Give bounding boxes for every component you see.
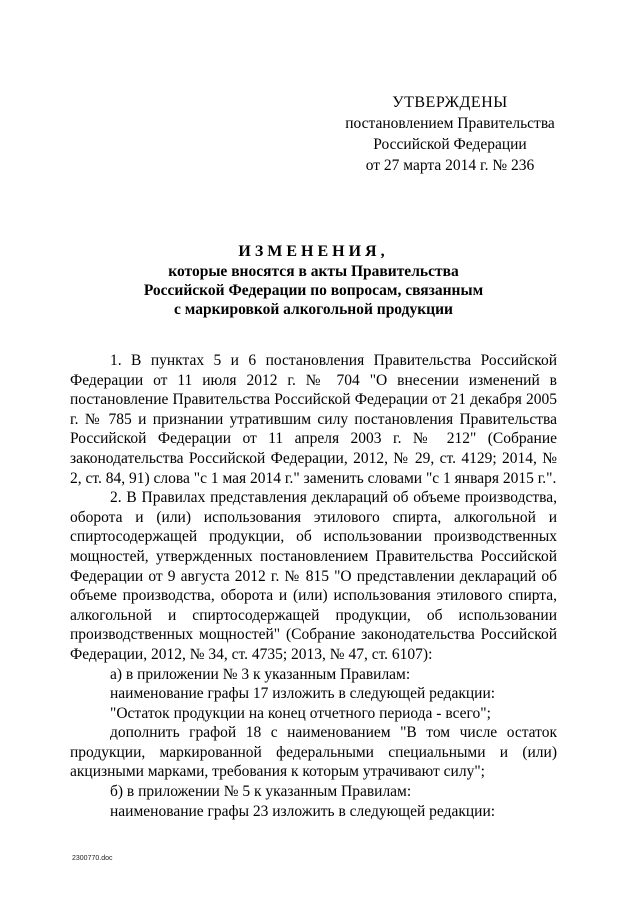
document-title: ИЗМЕНЕНИЯ, [238,243,389,260]
paragraph-subitem-a: а) в приложении № 3 к указанным Правилам: [110,665,411,683]
paragraph-column-18: дополнить графой 18 с наименованием "В том числе остаток продукции, маркированной федеральными специальными и (или) акцизными марками, требования к которым утрачивают силу"; [70,724,557,781]
paragraph-column-17: наименование графы 17 изложить в следующей редакции: [110,685,496,703]
document-heading [70,242,557,319]
document-subtitle-line-2: Российской Федерации по вопросам, связанным [143,282,484,299]
document-body [70,351,557,821]
approval-block [330,92,570,176]
approval-authority: постановлением Правительства [345,115,555,132]
paragraph-item-1: 1. В пунктах 5 и 6 постановления Правительства Российской Федерации от 11 июля 2012 г. № 704 "О внесении изменений в постановление Правительства Российской Федерации от 21 декабря 2005 г. № 785 и признании утратившим силу постановления Правительства Российской Федерации от 11 апреля 2003 г. № 212" (Собрание законодательства Российской Федерации, 2012, № 29, ст. 4129; 2014, № 2, ст. 84, 91) слова "с 1 мая 2014 г." заменить словами "с 1 января 2015 г.". [70,352,557,487]
approval-country: Российской Федерации [373,136,527,153]
footer-filename: 2300770.doc [72,855,113,862]
paragraph-column-23: наименование графы 23 изложить в следующей редакции: [110,802,496,820]
document-subtitle-line-3: с маркировкой алкогольной продукции [174,301,453,318]
document-subtitle-line-1: которые вносятся в акты Правительства [168,263,459,280]
approval-date-number: от 27 марта 2014 г. № 236 [365,157,535,174]
approval-title: УТВЕРЖДЕНЫ [392,94,508,111]
paragraph-quote-balance: "Остаток продукции на конец отчетного периода - всего"; [110,704,491,722]
paragraph-item-2: 2. В Правилах представления деклараций об объеме производства, оборота и (или) использования этилового спирта, алкогольной и спиртосодержащей продукции, об использовании производственных мощностей, утвержденных постановлением Правительства Российской Федерации от 9 августа 2012 г. № 815 "О представлении деклараций об объеме производства, оборота и (или) использования этилового спирта, алкогольной и спиртосодержащей продукции, об использовании производственных мощностей" (Собрание законодательства Российской Федерации, 2012, № 34, ст. 4735; 2013, № 47, ст. 6107): [70,489,557,663]
paragraph-subitem-b: б) в приложении № 5 к указанным Правилам: [110,783,412,801]
